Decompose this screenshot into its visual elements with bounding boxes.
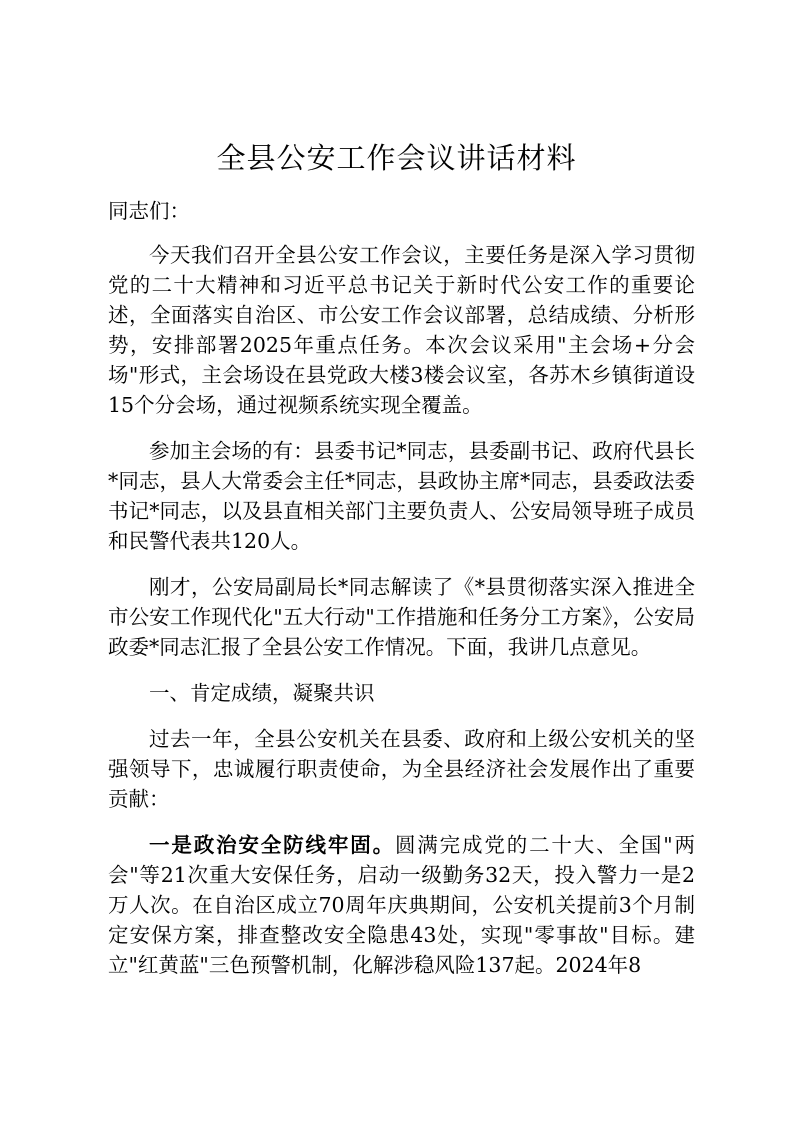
paragraph-attendees: 参加主会场的有：县委书记*同志，县委副书记、政府代县长*同志，县人大常委会主任*同志，县政协主席*同志，县委政法委书记*同志，以及县直相关部门主要负责人、公安局领导班子成员和民警代表共120人。 <box>108 439 695 553</box>
paragraph-opening: 今天我们召开全县公安工作会议，主要任务是深入学习贯彻党的二十大精神和习近平总书记关于新时代公安工作的重要论述，全面落实自治区、市公安工作会议部署，总结成绩、分析形势，安排部署2025年重点任务。本次会议采用"主会场+分会场"形式，主会场设在县党政大楼3楼会议室，各苏木乡镇街道设15个分会场，通过视频系统实现全覆盖。 <box>108 243 695 417</box>
point-one-text: 圆满完成党的二十大、全国"两会"等21次重大安保任务，启动一级勤务32天，投入警力一是2万人次。在自治区成立70周年庆典期间，公安机关提前3个月制定安保方案，排查整改安全隐患43处，实现"零事故"目标。建立"红黄蓝"三色预警机制，化解涉稳风险137起。2024年8 <box>108 833 696 977</box>
point-one-paragraph <box>108 830 695 980</box>
paragraph-agenda: 刚才，公安局副局长*同志解读了《*县贯彻落实深入推进全市公安工作现代化"五大行动"工作措施和任务分工方案》，公安局政委*同志汇报了全县公安工作情况。下面，我讲几点意见。 <box>108 575 695 659</box>
section-heading: 一、肯定成绩，凝聚共识 <box>149 681 375 705</box>
document-title: 全县公安工作会议讲话材料 <box>216 141 577 175</box>
point-one-lead: 一是政治安全防线牢固。 <box>149 833 395 857</box>
section-intro: 过去一年，全县公安机关在县委、政府和上级公安机关的坚强领导下，忠诚履行职责使命，为全县经济社会发展作出了重要贡献： <box>108 727 695 811</box>
document-body <box>108 196 695 996</box>
salutation: 同志们： <box>108 199 190 223</box>
